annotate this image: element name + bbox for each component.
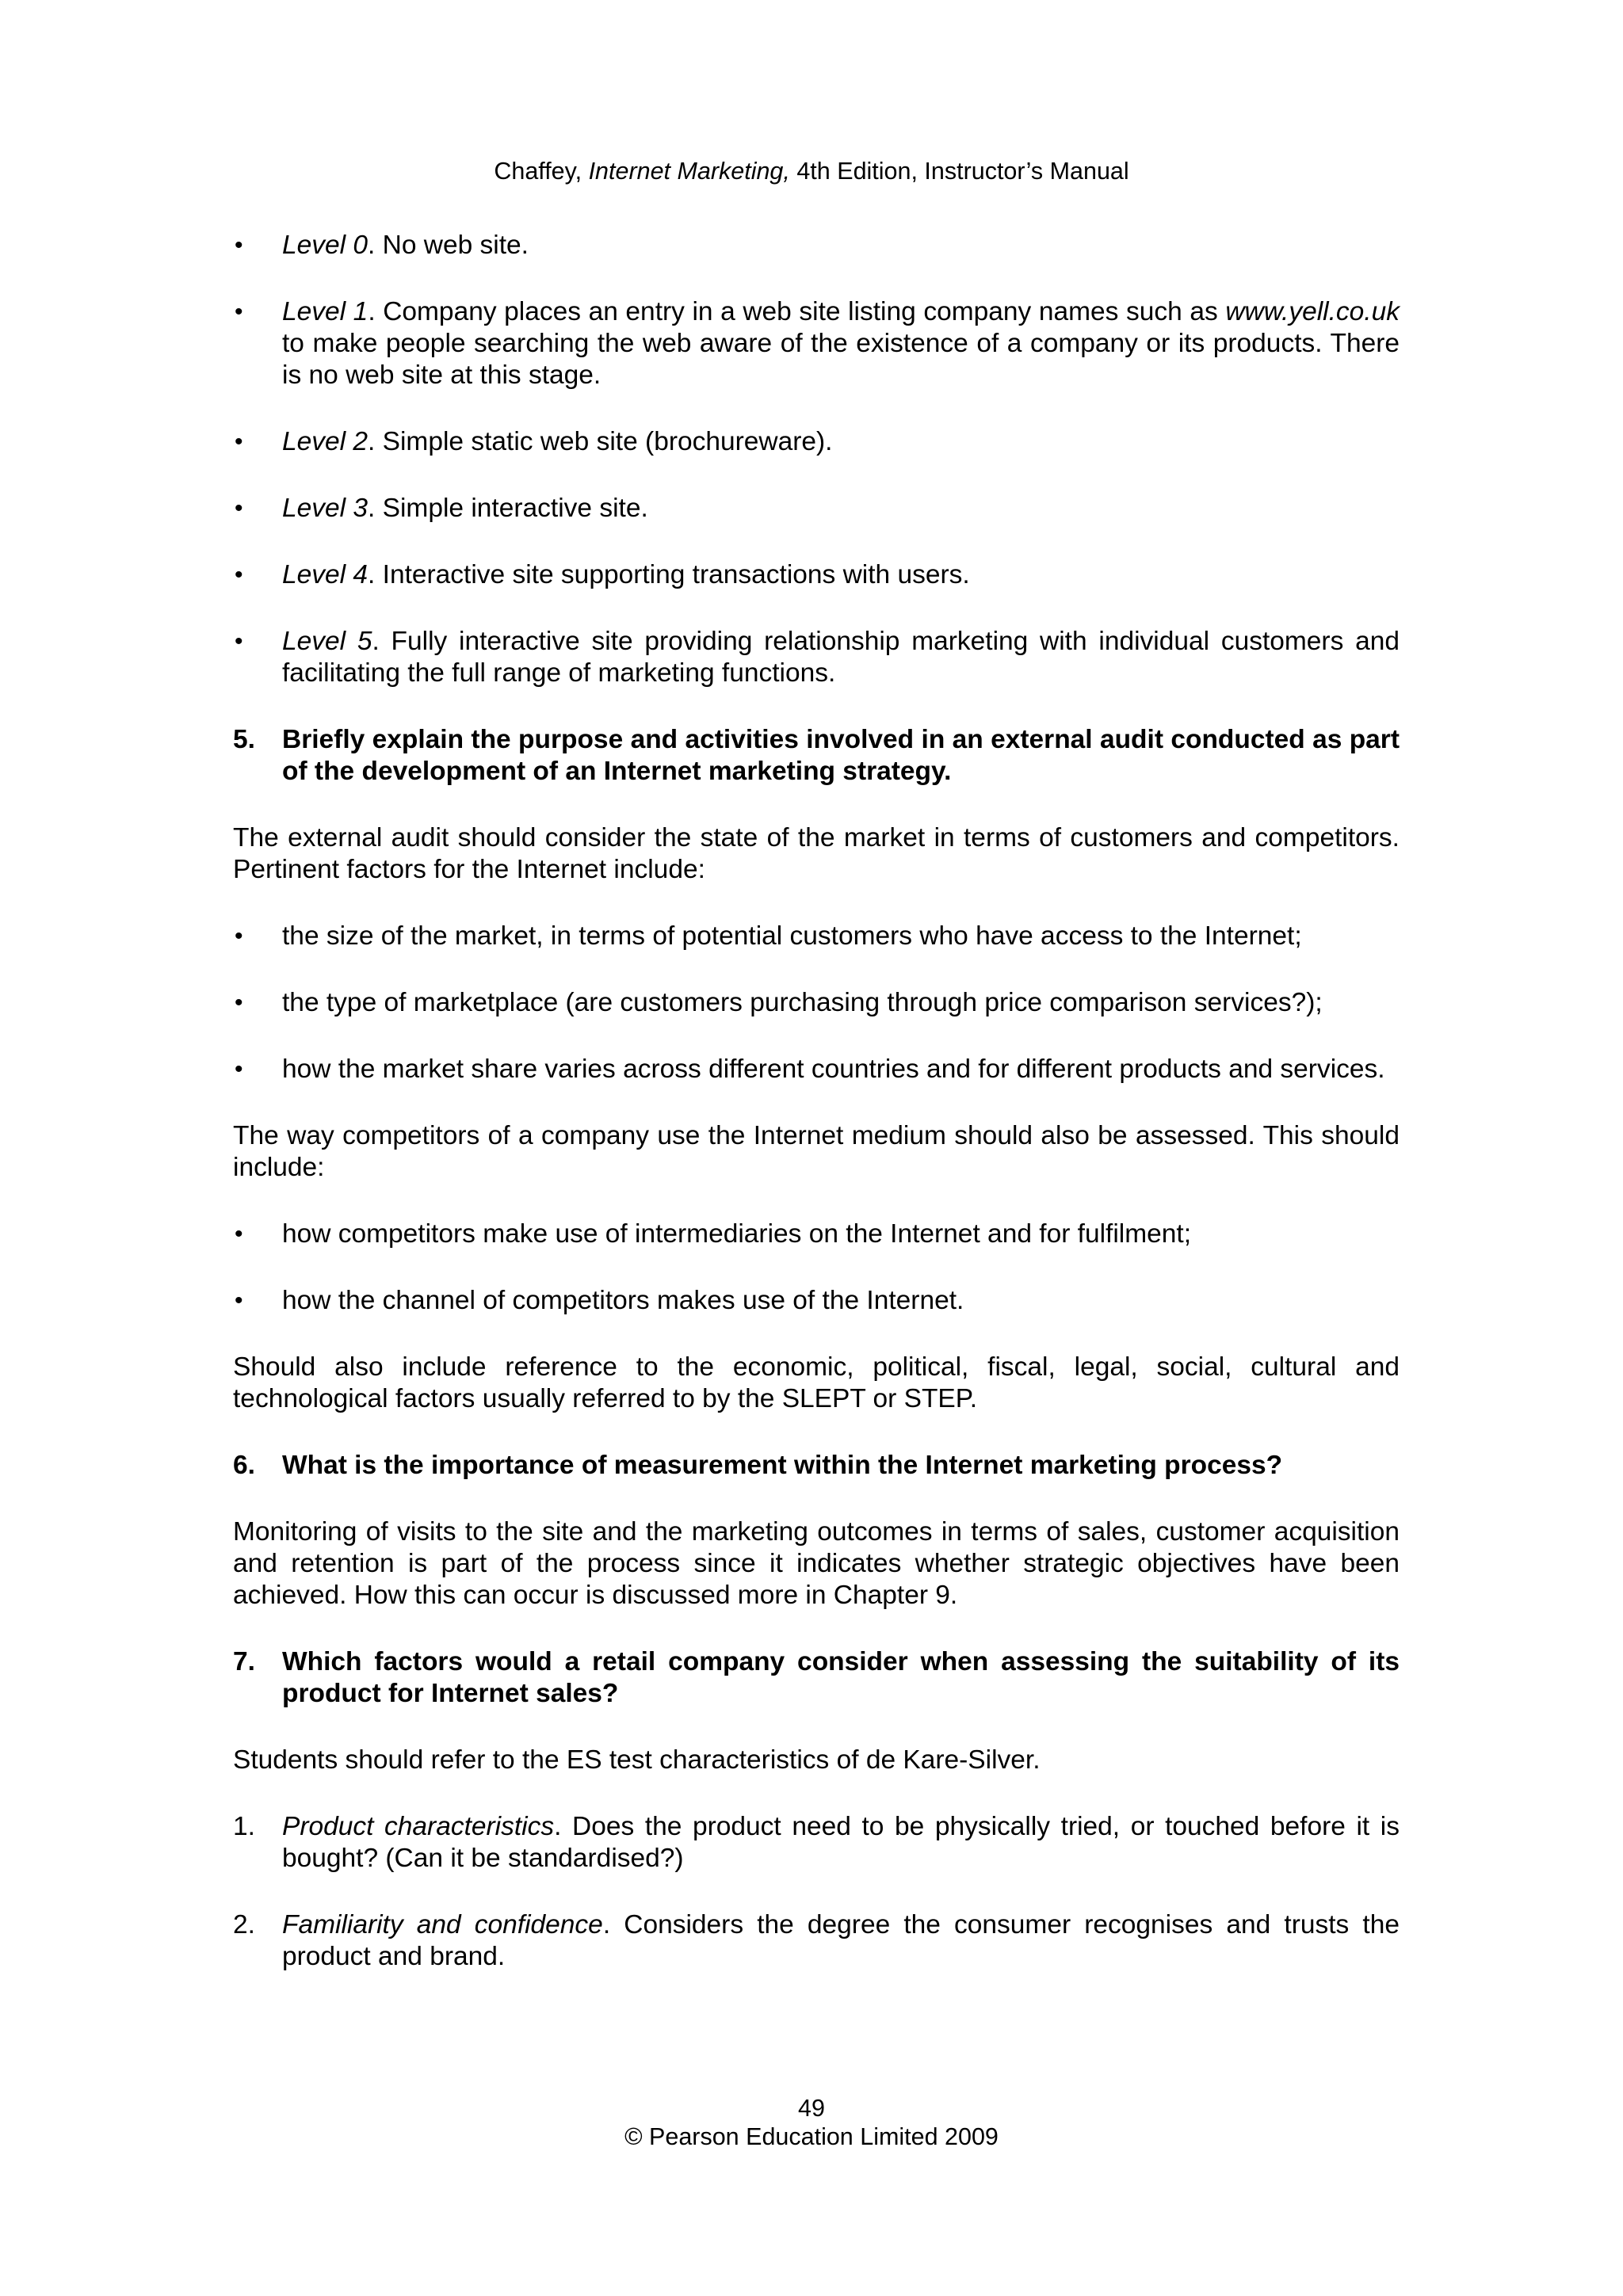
bullet-icon: • — [235, 495, 243, 521]
level-term: Level 5 — [282, 627, 372, 656]
level-text: . Interactive site supporting transactions with users. — [368, 560, 970, 589]
level-text: . Company places an entry in a web site listing company names such as — [368, 297, 1226, 326]
bullet-icon: • — [235, 628, 243, 654]
bullet-text: the size of the market, in terms of potential customers who have access to the Internet; — [282, 921, 1302, 951]
q7-item-2 — [233, 1909, 1400, 1973]
page-content — [233, 230, 1400, 1973]
question-number: 6. — [233, 1451, 255, 1480]
question-number: 7. — [233, 1647, 255, 1676]
item-term: Familiarity and confidence — [282, 1910, 603, 1939]
level-text: . Simple static web site (brochureware). — [368, 427, 833, 456]
item-text: . Considers the degree the consumer recognises and trusts the product and brand. — [282, 1910, 1400, 1971]
level-1-item — [233, 296, 1400, 391]
level-term: Level 3 — [282, 494, 369, 523]
q7-answer: Students should refer to the ES test characteristics of de Kare-Silver. — [233, 1745, 1041, 1775]
level-term: Level 2 — [282, 427, 369, 456]
question-6 — [233, 1450, 1400, 1482]
bullet-icon: • — [235, 990, 243, 1016]
q5-answer-end: Should also include reference to the economic, political, fiscal, legal, social, cultural and technological factors usually referred to by the SLEPT or STEP. — [233, 1352, 1400, 1413]
list-number: 1. — [233, 1812, 255, 1841]
level-text: . No web site. — [368, 231, 529, 260]
level-term: Level 0 — [282, 231, 369, 260]
level-3-item — [233, 493, 1400, 524]
question-text: Which factors would a retail company consider when assessing the suitability of its product for Internet sales? — [282, 1647, 1400, 1708]
level-text-continued: to make people searching the web aware of the existence of a company or its products. There is no web site at this stage. — [282, 329, 1400, 390]
question-text: What is the importance of measurement within the Internet marketing process? — [282, 1451, 1283, 1480]
bullet-icon: • — [235, 562, 243, 588]
q5-answer-intro: The external audit should consider the state of the market in terms of customers and competitors. Pertinent factors for the Internet include: — [233, 823, 1400, 884]
bullet-text: the type of marketplace (are customers purchasing through price comparison services?); — [282, 988, 1323, 1017]
bullet-icon: • — [235, 1221, 243, 1247]
copyright-notice: © Pearson Education Limited 2009 — [624, 2123, 999, 2150]
q6-answer: Monitoring of visits to the site and the marketing outcomes in terms of sales, customer acquisition and retention is part of the process since it indicates whether strategic objectives have been achieved. How this can occur is discussed more in Chapter 9. — [233, 1517, 1400, 1610]
level-text: . Simple interactive site. — [368, 494, 648, 523]
q5-bullet-a-1 — [233, 921, 1400, 952]
q5-answer-mid: The way competitors of a company use the Internet medium should also be assessed. This should include: — [233, 1121, 1400, 1182]
bullet-text: how the channel of competitors makes use of the Internet. — [282, 1286, 964, 1315]
question-text: Briefly explain the purpose and activities involved in an external audit conducted as part of the development of an Internet marketing strategy. — [282, 725, 1400, 786]
header-edition: 4th Edition, Instructor’s Manual — [789, 158, 1129, 185]
level-2-item — [233, 426, 1400, 458]
level-5-item — [233, 626, 1400, 689]
header-author: Chaffey, — [494, 158, 589, 185]
q7-item-1 — [233, 1811, 1400, 1875]
bullet-text: how competitors make use of intermediaries on the Internet and for fulfilment; — [282, 1219, 1192, 1249]
question-5 — [233, 724, 1400, 788]
bullet-icon: • — [235, 1056, 243, 1082]
q5-bullet-b-2 — [233, 1285, 1400, 1317]
bullet-icon: • — [235, 923, 243, 949]
running-header — [0, 155, 1623, 187]
bullet-icon: • — [235, 299, 243, 325]
item-text: . Does the product need to be physically tried, or touched before it is bought? (Can it be standardised?) — [282, 1812, 1400, 1873]
level-term: Level 1 — [282, 297, 369, 326]
level-text: . Fully interactive site providing relationship marketing with individual customers and facilitating the full range of marketing functions. — [282, 627, 1400, 688]
bullet-icon: • — [235, 429, 243, 455]
q5-bullet-a-2 — [233, 987, 1400, 1019]
bullet-text: how the market share varies across different countries and for different products and services. — [282, 1055, 1385, 1084]
q5-bullet-b-1 — [233, 1219, 1400, 1250]
question-7 — [233, 1646, 1400, 1710]
bullet-icon: • — [235, 1287, 243, 1314]
level-term: Level 4 — [282, 560, 369, 589]
header-book-title: Internet Marketing, — [588, 158, 790, 185]
bullet-icon: • — [235, 232, 243, 258]
level-4-item — [233, 559, 1400, 591]
list-number: 2. — [233, 1910, 255, 1939]
item-term: Product characteristics — [282, 1812, 555, 1841]
q5-bullet-a-3 — [233, 1054, 1400, 1085]
level-0-item — [233, 230, 1400, 261]
question-number: 5. — [233, 725, 255, 754]
page-number: 49 — [798, 2095, 825, 2122]
url-text: www.yell.co.uk — [1225, 297, 1400, 326]
